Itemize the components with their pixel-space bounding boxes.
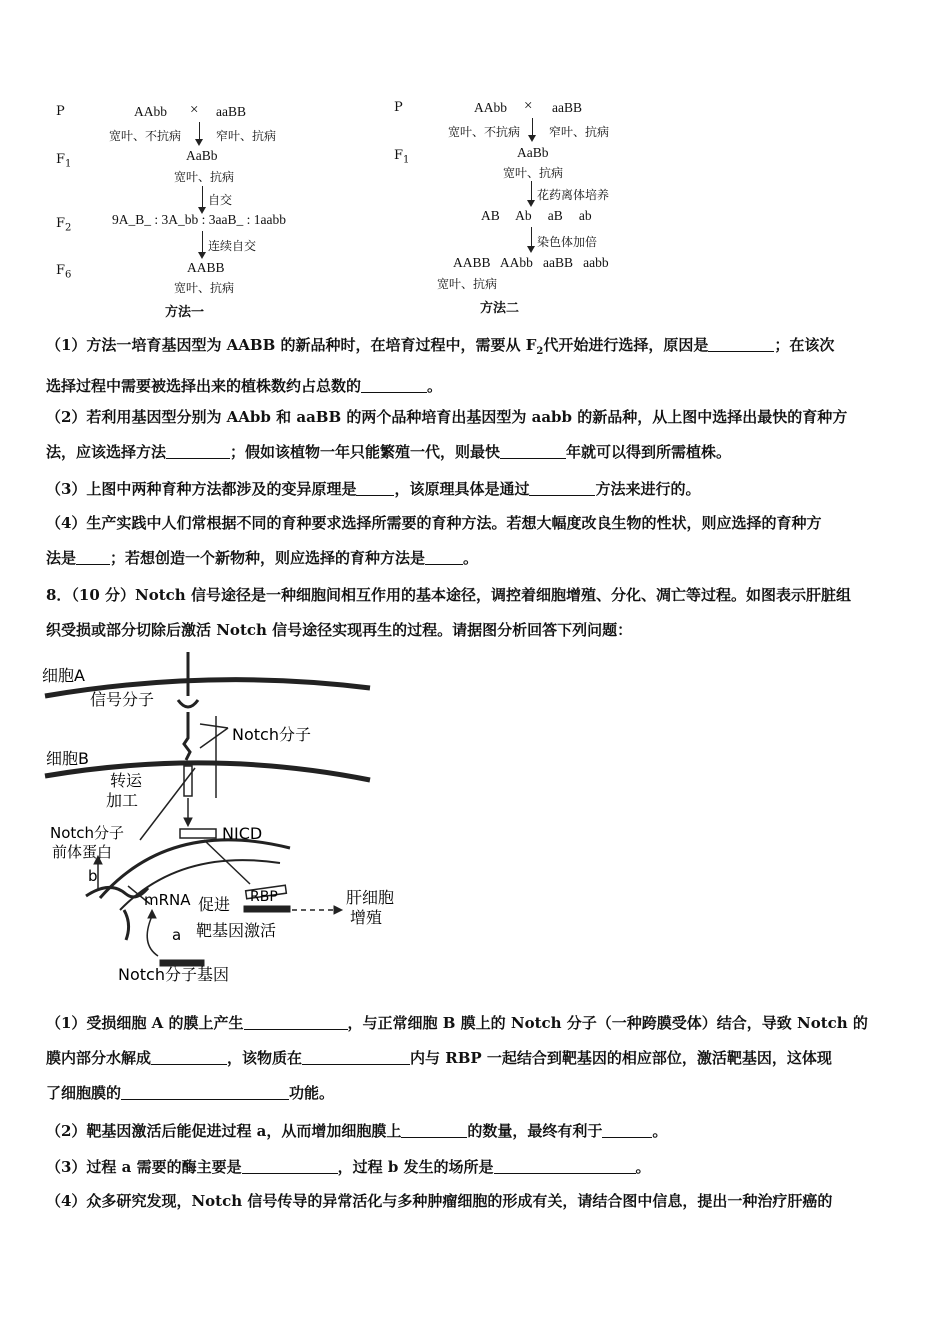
q1-text-c: 膜内部分水解成: [46, 1049, 152, 1067]
f6-phenotype: 宽叶、抗病: [174, 281, 235, 295]
f6-genotype: AABB: [187, 260, 225, 275]
q2-text: （2）若利用基因型分别为 AAbb 和 aaBB 的两个品种培育出基因型为 aabb 的新品种，从上图中选择出最快的育种方: [46, 408, 848, 426]
method2-caption: 方法二: [480, 301, 520, 316]
question7-part2: [46, 400, 916, 470]
p-right-phenotype: 窄叶、抗病: [216, 129, 277, 143]
q4-text-b: 法是: [46, 549, 77, 567]
mrna-label: mRNA: [144, 891, 191, 909]
arrow-f1-f2: [202, 186, 203, 212]
arrow-p-f1: [532, 118, 533, 140]
nicd-molecule: [180, 829, 216, 838]
q3-text-b: ，过程 b 发生的场所是: [337, 1158, 494, 1176]
label-f1: $F_1$: [394, 148, 410, 166]
target-gene-dna: [244, 906, 290, 912]
f1-genotype: AaBb: [186, 148, 218, 163]
precursor-label-2: 前体蛋白: [52, 843, 113, 861]
q2-text-c: ；假如该植物一年只能繁殖一代，则最快: [230, 443, 501, 461]
step-chromosome-doubling: 染色体加倍: [537, 235, 598, 249]
answer-blank[interactable]: [401, 1121, 467, 1138]
answer-blank[interactable]: [242, 1157, 338, 1174]
f2-ratio: 9A_B_ : 3A_bb : 3aaB_ : 1aabb: [112, 212, 286, 227]
q1-text-f: 了细胞膜的: [46, 1084, 122, 1102]
nicd-label: NICD: [222, 824, 263, 843]
arrow-gametes-results: [531, 227, 532, 251]
answer-blank[interactable]: [602, 1121, 652, 1138]
label-f6: $F_6$: [56, 263, 72, 281]
notch-pathway-figure: [40, 648, 410, 988]
f1-phenotype: 宽叶、抗病: [503, 166, 564, 180]
q1-text-b: 代开始进行选择，原因是: [543, 336, 709, 354]
answer-blank[interactable]: [76, 548, 110, 565]
precursor-label-1: Notch分子: [50, 824, 125, 842]
result-genotypes: AABB AAbb aaBB aabb: [453, 255, 609, 270]
label-p: P: [56, 104, 65, 119]
label-f1: $F_1$: [56, 152, 72, 170]
q1-text-b: ，与正常细胞 B 膜上的 Notch 分子（一种跨膜受体）结合，导致 Notch 的: [347, 1014, 868, 1032]
intro-line1: 8．（10 分）Notch 信号途径是一种细胞间相互作用的基本途径，调控着细胞增殖、分化、凋亡等过程。如图表示肝脏组: [46, 586, 851, 604]
p-right-genotype: aaBB: [552, 100, 582, 115]
result-phenotype: 宽叶、抗病: [437, 277, 498, 291]
answer-blank[interactable]: [121, 1083, 289, 1100]
transport-label-1: 转运: [110, 771, 143, 790]
q3-text-c: 。: [635, 1158, 651, 1176]
answer-blank[interactable]: [356, 479, 394, 496]
notch-molecule-label: Notch分子: [232, 725, 311, 744]
answer-blank[interactable]: [361, 376, 427, 393]
answer-blank[interactable]: [302, 1048, 410, 1065]
answer-blank[interactable]: [708, 335, 774, 352]
f1-phenotype: 宽叶、抗病: [174, 170, 235, 184]
cross-symbol: ×: [190, 102, 199, 118]
answer-blank[interactable]: [151, 1048, 227, 1065]
q4-text-c: ；若想创造一个新物种，则应选择的育种方法是: [110, 549, 426, 567]
q1-text-e: 。: [427, 377, 443, 395]
cell-b-membrane: [45, 763, 370, 780]
q3-text-c: 方法来进行的。: [595, 480, 701, 498]
signal-molecule-label: 信号分子: [90, 690, 155, 709]
promote-label: 促进: [198, 895, 231, 914]
answer-blank[interactable]: [425, 548, 463, 565]
p-right-genotype: aaBB: [216, 104, 246, 119]
step-anther-culture: 花药离体培养: [537, 188, 610, 202]
q4-text: （4）众多研究发现，Notch 信号传导的异常活化与多种肿瘤细胞的形成有关，请结合图中信息，提出一种治疗肝癌的: [46, 1192, 833, 1210]
q1-text: （1）方法一培育基因型为 AABB 的新品种时，在培育过程中，需要从 F: [46, 336, 537, 354]
process-a-label: a: [172, 926, 182, 944]
q2-text: （2）靶基因激活后能促进过程 a，从而增加细胞膜上: [46, 1122, 402, 1140]
notch-receptor-body: [184, 712, 190, 760]
question8-intro: [46, 578, 916, 648]
cross-symbol: ×: [524, 98, 533, 114]
q4-text: （4）生产实践中人们常根据不同的育种要求选择所需要的育种方法。若想大幅度改良生物的性状，则应选择的育种方: [46, 514, 822, 532]
arrow-f2-f6: [202, 231, 203, 257]
q3-text-b: ，该原理具体是通过: [394, 480, 530, 498]
question7-part1: [46, 328, 916, 404]
answer-blank[interactable]: [244, 1013, 348, 1030]
p-left-phenotype: 宽叶、不抗病: [109, 129, 182, 143]
label-p: P: [394, 100, 403, 115]
question8-part1: [46, 1006, 916, 1111]
step-selfing: 自交: [208, 193, 233, 207]
step-continuous-selfing: 连续自交: [208, 239, 257, 253]
question8-part3: [46, 1150, 916, 1185]
cell-b-label: 细胞B: [46, 749, 89, 768]
arrow-f1-gametes: [531, 181, 532, 205]
q1-text-e: 内与 RBP 一起结合到靶基因的相应部位，激活靶基因，这体现: [410, 1049, 832, 1067]
transport-label-2: 加工: [106, 791, 139, 810]
question7-part4: [46, 506, 916, 576]
label-f2: $F_2$: [56, 216, 72, 234]
q1-text-g: 功能。: [289, 1084, 335, 1102]
arrow-p-f1: [199, 122, 200, 144]
q3-text: （3）上图中两种育种方法都涉及的变异原理是: [46, 480, 357, 498]
notch-gene-label: Notch分子基因: [118, 965, 229, 984]
p-left-genotype: AAbb: [474, 100, 507, 115]
answer-blank[interactable]: [494, 1157, 636, 1174]
question7-part3: [46, 472, 916, 507]
rbp-label: RBP: [250, 889, 278, 905]
question8-part2: [46, 1114, 916, 1149]
process-b-label: b: [88, 867, 98, 885]
ribosome-strand: [124, 910, 129, 940]
q2-text-c: 。: [652, 1122, 668, 1140]
cell-a-label: 细胞A: [42, 666, 85, 685]
q3-text: （3）过程 a 需要的酶主要是: [46, 1158, 242, 1176]
answer-blank[interactable]: [166, 442, 230, 459]
f1-genotype: AaBb: [517, 145, 549, 160]
liver-label-2: 增殖: [350, 908, 383, 927]
q1-text-c: ；在该次: [774, 336, 835, 354]
haploid-genotypes: AB Ab aB ab: [481, 208, 592, 223]
intro-line2: 织受损或部分切除后激活 Notch 信号途径实现再生的过程。请据图分析回答下列问题：: [46, 621, 633, 639]
q1-text-d: 选择过程中需要被选择出来的植株数约占总数的: [46, 377, 362, 395]
answer-blank[interactable]: [529, 479, 595, 496]
q2-text-b: 法，应该选择方法: [46, 443, 167, 461]
notch-receptor-top: [178, 700, 198, 707]
method1-caption: 方法一: [165, 305, 205, 320]
p-left-phenotype: 宽叶、不抗病: [448, 125, 521, 139]
q2-text-b: 的数量，最终有利于: [467, 1122, 603, 1140]
q1-subscript: 2: [536, 346, 544, 357]
q2-text-d: 年就可以得到所需植株。: [566, 443, 732, 461]
q1-text-d: ，该物质在: [227, 1049, 303, 1067]
q4-text-d: 。: [463, 549, 479, 567]
q1-text: （1）受损细胞 A 的膜上产生: [46, 1014, 244, 1032]
target-gene-label: 靶基因激活: [196, 921, 277, 940]
liver-label-1: 肝细胞: [346, 888, 395, 907]
p-right-phenotype: 窄叶、抗病: [549, 125, 610, 139]
p-left-genotype: AAbb: [134, 104, 167, 119]
answer-blank[interactable]: [500, 442, 566, 459]
question8-part4: [46, 1184, 916, 1219]
